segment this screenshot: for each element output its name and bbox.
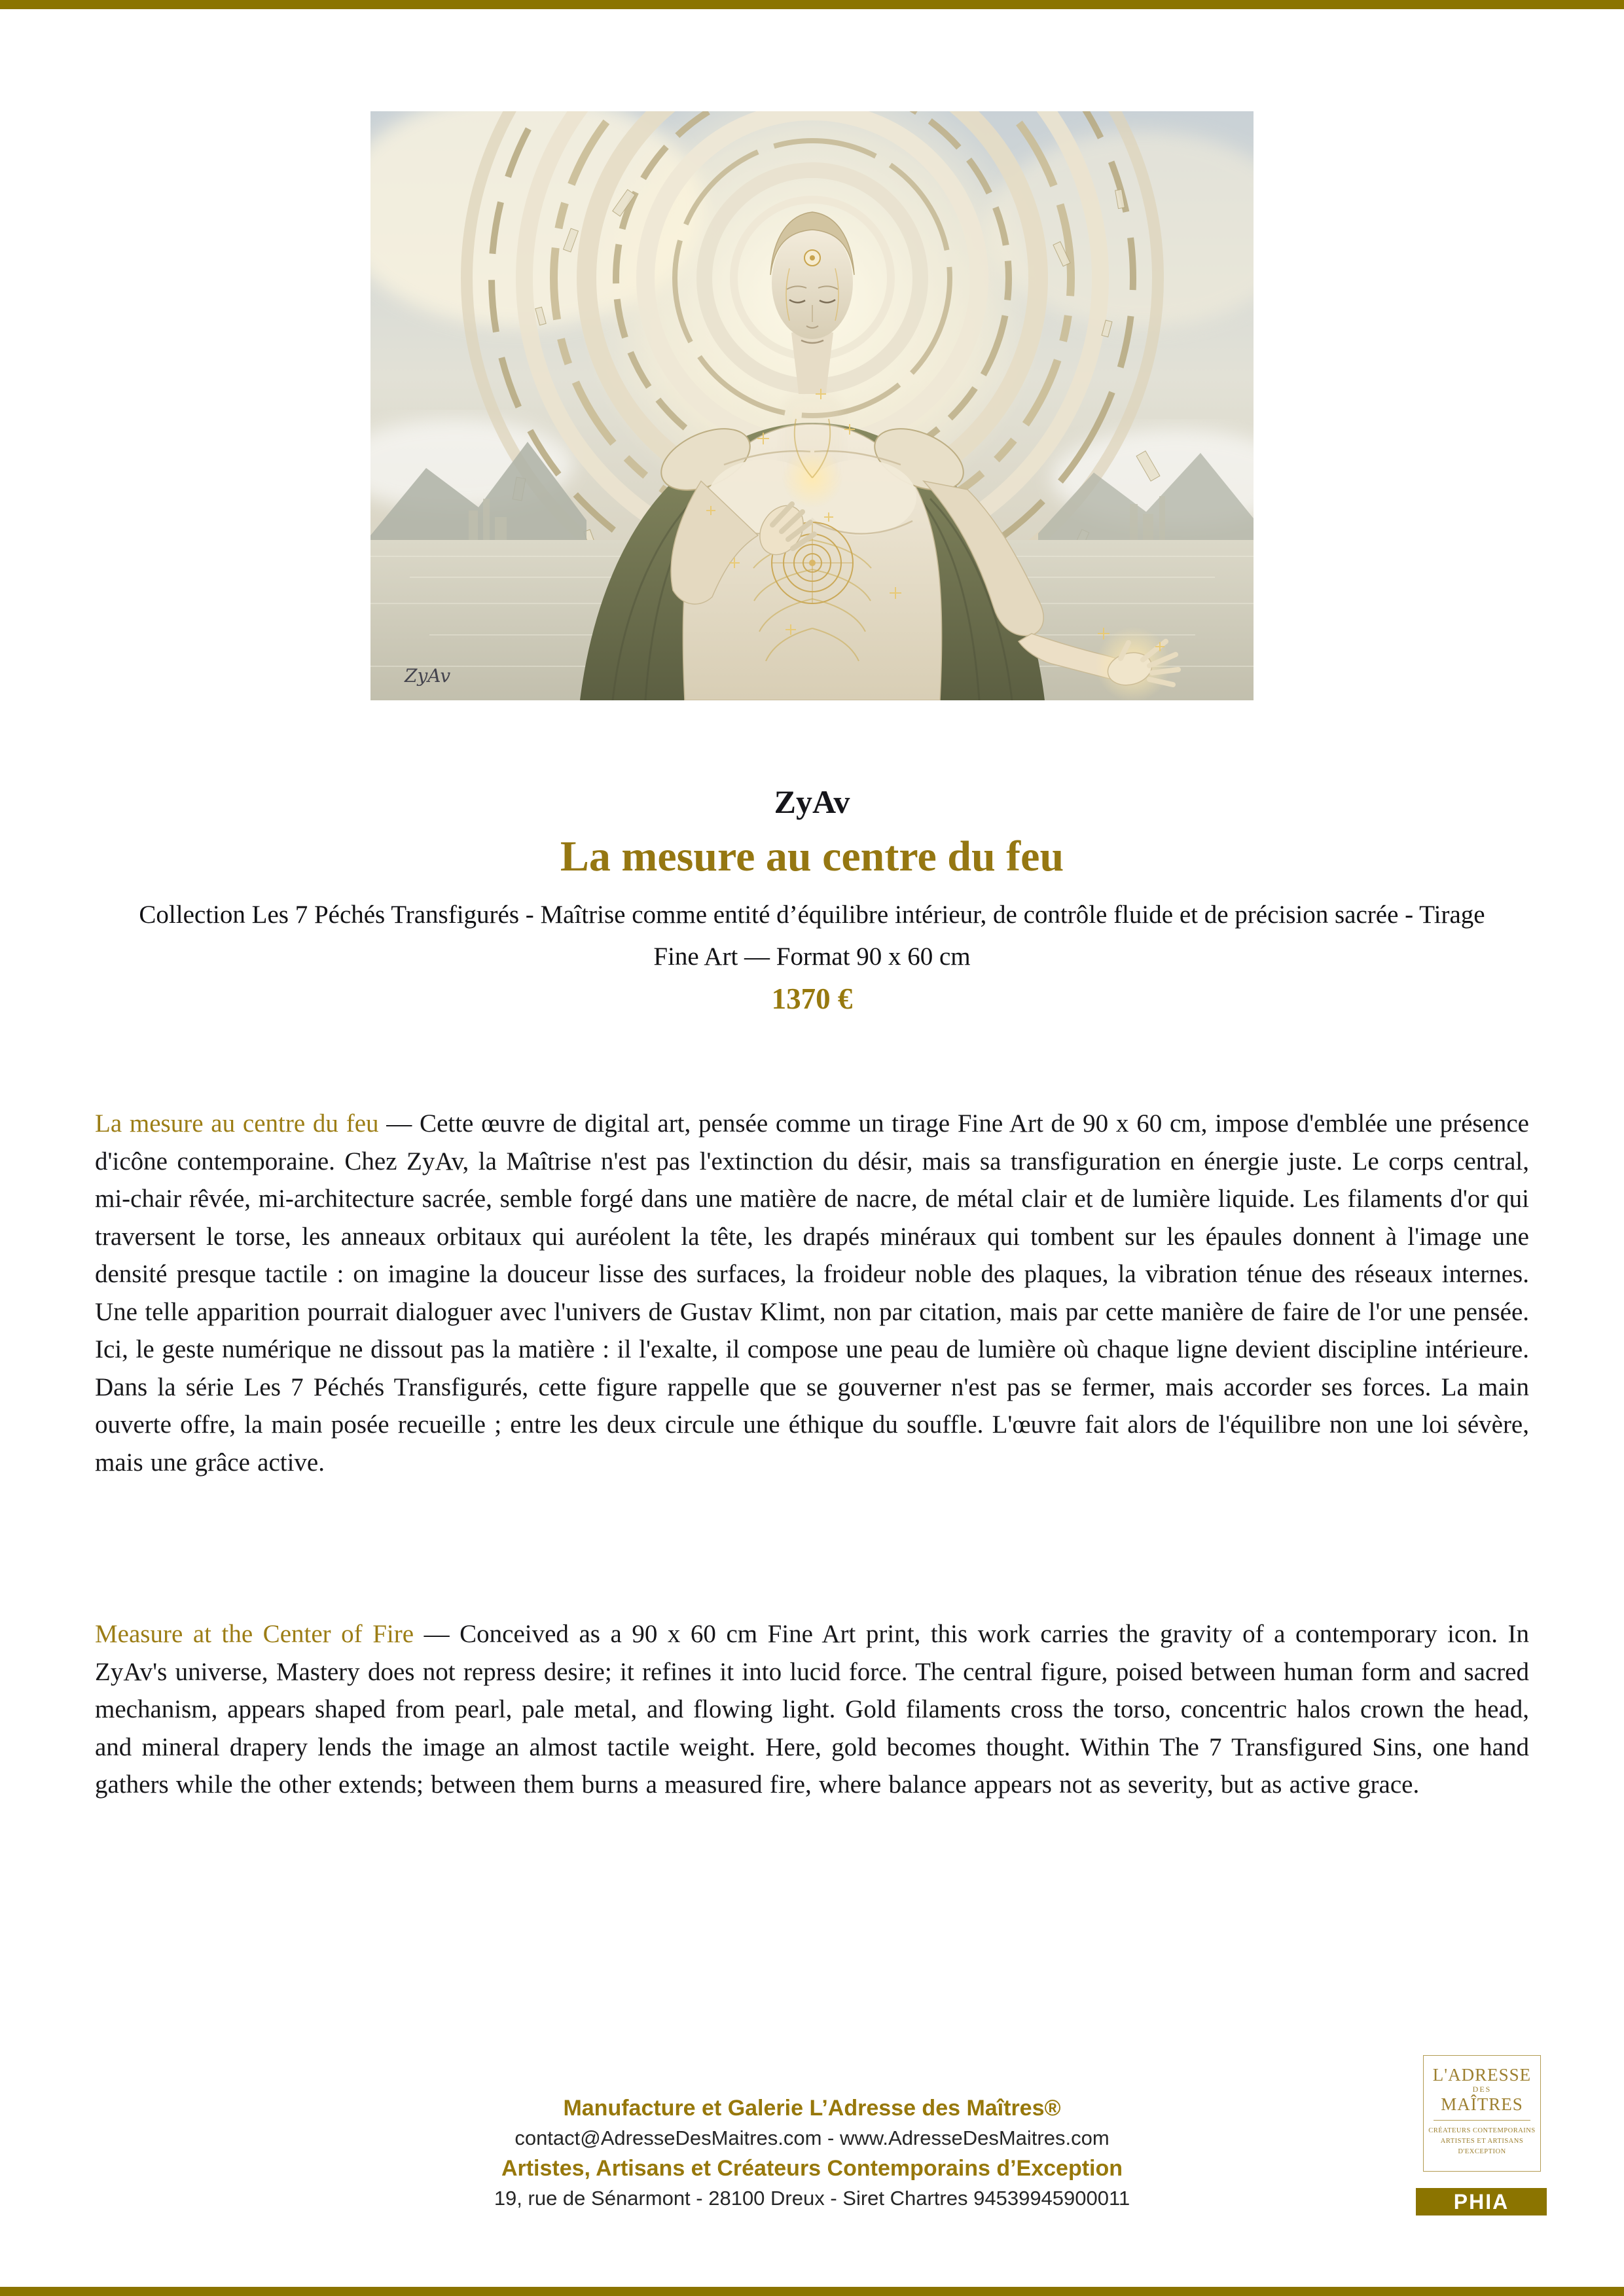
description-english (95, 1615, 1529, 1804)
artwork-image (370, 111, 1254, 700)
artwork-subtitle: Collection Les 7 Péchés Transfigurés - Maîtrise comme entité d’équilibre intérieur, de contrôle fluide et de précision sacrée - Tirage Fine Art — Format 90 x 60 cm (139, 901, 1485, 971)
footer (0, 2093, 1624, 2214)
footer-gallery-name: Manufacture et Galerie L’Adresse des Maîtres® (563, 2096, 1061, 2121)
gallery-logo-tagline3: D'EXCEPTION (1458, 2148, 1506, 2155)
gallery-logo-tagline1: CRÉATEURS CONTEMPORAINS (1428, 2127, 1536, 2134)
artwork-title: La mesure au centre du feu (560, 833, 1064, 880)
description-french-body: — Cette œuvre de digital art, pensée comme un tirage Fine Art de 90 x 60 cm, impose d'emblée une présence d'icône contemporaine. Chez ZyAv, la Maîtrise n'est pas l'extinction du désir, mais sa transfiguration en énergie juste. Le corps central, mi-chair rêvée, mi-architecture sacrée, semble forgé dans une matière de nacre, de métal clair et de lumière liquide. Les filaments d'or qui traversent le torse, les anneaux orbitaux qui auréolent la tête, les drapés minéraux qui tombent sur les épaules donnent à l'image une densité presque tactile : on imagine la douceur lisse des surfaces, la froideur noble des plaques, la vibration ténue des réseaux internes. Une telle apparition pourrait dialoguer avec l'univers de Gustav Klimt, non par citation, mais par cette manière de faire de l'or une pensée. Ici, le geste numérique ne dissout pas la matière : il l'exalte, il compose une peau de lumière où chaque ligne devient discipline intérieure. Dans la série Les 7 Péchés Transfigurés, cette figure rappelle que se gouverner n'est pas se fermer, mais accorder ses forces. La main ouverte offre, la main posée recueille ; entre les deux circule une éthique du souffle. L'œuvre fait alors de l'équilibre non une loi sévère, mais une grâce active. (95, 1109, 1529, 1477)
top-accent-bar (0, 0, 1624, 9)
artwork-illustration (370, 111, 1254, 700)
figure-head (772, 226, 853, 339)
phia-badge: PHIA (1416, 2188, 1547, 2215)
gallery-logo-line1: L'ADRESSE (1432, 2065, 1532, 2085)
gallery-logo-tagline2: ARTISTES ET ARTISANS (1440, 2138, 1524, 2145)
description-french-lead: La mesure au centre du feu (95, 1109, 379, 1138)
description-english-body: — Conceived as a 90 x 60 cm Fine Art print, this work carries the gravity of a contemporary icon. In ZyAv's universe, Mastery does not repress desire; it refines it into lucid force. The central figure, poised between human form and sacred mechanism, appears shaped from pearl, pale metal, and flowing light. Gold filaments cross the torso, concentric halos crown the head, and mineral drapery lends the image an almost tactile weight. Here, gold becomes thought. Within The 7 Transfigured Sins, one hand gathers while the other extends; between them burns a measured fire, where balance appears not as severity, but as active grace. (95, 1620, 1529, 1799)
description-english-lead: Measure at the Center of Fire (95, 1620, 414, 1648)
artwork-signature: ZyAv (405, 665, 451, 687)
bottom-accent-bar (0, 2287, 1624, 2296)
gallery-logo-line2: DES (1472, 2085, 1492, 2094)
footer-contact: contact@AdresseDesMaitres.com - www.AdresseDesMaitres.com (514, 2126, 1110, 2149)
artist-name: ZyAv (774, 783, 850, 820)
footer-address: 19, rue de Sénarmont - 28100 Dreux - Siret Chartres 94539945900011 (494, 2187, 1130, 2210)
gallery-logo-line3: MAÎTRES (1441, 2094, 1523, 2114)
description-french (95, 1105, 1529, 1481)
price: 1370 € (771, 982, 853, 1015)
gallery-logo-divider (1434, 2120, 1530, 2121)
gallery-logo (1423, 2055, 1541, 2172)
footer-tagline: Artistes, Artisans et Créateurs Contemporains d’Exception (501, 2156, 1123, 2181)
